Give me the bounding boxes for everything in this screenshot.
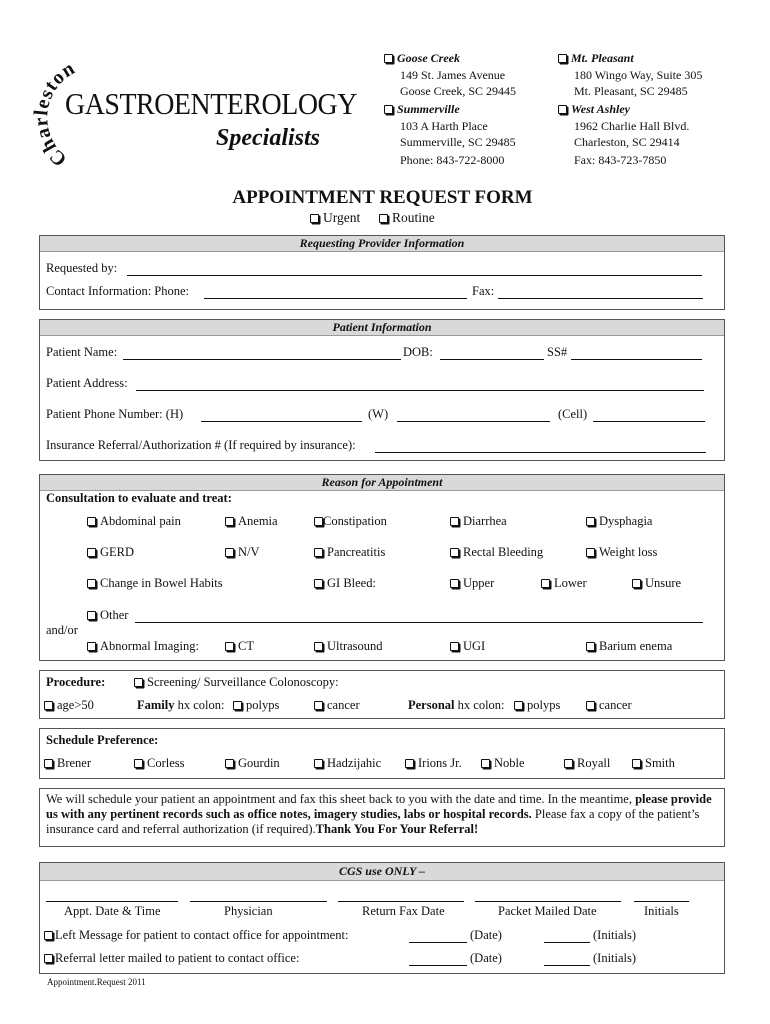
location-west-ashley: West Ashley 1962 Charlie Hall Blvd. Charleston, SC 29414 bbox=[558, 100, 738, 150]
routine-checkbox[interactable] bbox=[379, 214, 388, 223]
patient-name-field[interactable] bbox=[123, 359, 401, 360]
ugi-option[interactable]: UGI bbox=[450, 639, 485, 654]
royall-checkbox[interactable] bbox=[564, 759, 573, 768]
return-fax-field[interactable] bbox=[338, 901, 464, 902]
pancreatitis-checkbox[interactable] bbox=[314, 548, 323, 557]
reason-section bbox=[39, 474, 725, 661]
mt-pleasant-checkbox[interactable] bbox=[558, 54, 567, 63]
phone-cell-label: (Cell) bbox=[558, 407, 588, 421]
doctor-smith-option[interactable]: Smith bbox=[632, 756, 675, 771]
left-message-date-field[interactable] bbox=[409, 942, 467, 943]
dysphagia-option[interactable]: Dysphagia bbox=[586, 514, 652, 529]
barium-enema-option[interactable]: Barium enema bbox=[586, 639, 672, 654]
logo-specialists: Specialists bbox=[216, 125, 321, 151]
bowel-habits-option[interactable]: Change in Bowel Habits bbox=[87, 576, 223, 591]
other-field[interactable] bbox=[135, 622, 703, 623]
physician-field[interactable] bbox=[190, 901, 327, 902]
logo-name: GASTROENTEROLOGY bbox=[65, 86, 357, 121]
address-label: Patient Address: bbox=[46, 376, 128, 390]
contact-fax: Fax: 843-723-7850 bbox=[574, 153, 667, 167]
referral-date-field[interactable] bbox=[409, 965, 467, 966]
patient-header: Patient Information bbox=[40, 320, 724, 336]
notice-thanks: Thank You For Your Referral! bbox=[315, 822, 479, 836]
abnormal-imaging-option[interactable]: Abnormal Imaging: bbox=[87, 639, 199, 654]
schedule-label: Schedule Preference: bbox=[46, 733, 159, 747]
abnormal-imaging-checkbox[interactable] bbox=[87, 642, 96, 651]
gourdin-checkbox[interactable] bbox=[225, 759, 234, 768]
personal-polyps-option[interactable]: polyps bbox=[514, 698, 560, 713]
referral-initials-field[interactable] bbox=[544, 965, 590, 966]
nv-checkbox[interactable] bbox=[225, 548, 234, 557]
abdominal-pain-checkbox[interactable] bbox=[87, 517, 96, 526]
appt-date-label: Appt. Date & Time bbox=[64, 904, 161, 918]
personal-cancer-checkbox[interactable] bbox=[586, 701, 595, 710]
nv-option[interactable]: N/V bbox=[225, 545, 260, 560]
requested-by-field[interactable] bbox=[127, 275, 702, 276]
doctor-royall-option[interactable]: Royall bbox=[564, 756, 610, 771]
requested-by-label: Requested by: bbox=[46, 261, 118, 275]
initials-label: Initials bbox=[644, 904, 679, 918]
cgs-section bbox=[39, 862, 725, 974]
provider-fax-field[interactable] bbox=[498, 298, 703, 299]
ultrasound-option[interactable]: Ultrasound bbox=[314, 639, 383, 654]
lower-option[interactable]: Lower bbox=[541, 576, 587, 591]
noble-checkbox[interactable] bbox=[481, 759, 490, 768]
contact-phone-label: Contact Information: Phone: bbox=[46, 284, 190, 298]
phone-home-field[interactable] bbox=[201, 421, 362, 422]
doctor-brener-option[interactable]: Brener bbox=[44, 756, 91, 771]
return-fax-label: Return Fax Date bbox=[362, 904, 445, 918]
appt-date-field[interactable] bbox=[46, 901, 178, 902]
upper-checkbox[interactable] bbox=[450, 579, 459, 588]
procedure-section bbox=[39, 670, 725, 719]
packet-mailed-field[interactable] bbox=[475, 901, 621, 902]
phone-home-label: Patient Phone Number: (H) bbox=[46, 407, 184, 421]
pancreatitis-option[interactable]: Pancreatitis bbox=[314, 545, 385, 560]
gi-bleed-option[interactable]: GI Bleed: bbox=[314, 576, 376, 591]
logo-arc-text: Charleston bbox=[30, 56, 80, 170]
diarrhea-checkbox[interactable] bbox=[450, 517, 459, 526]
upper-option[interactable]: Upper bbox=[450, 576, 494, 591]
barium-enema-checkbox[interactable] bbox=[586, 642, 595, 651]
urgent-checkbox[interactable] bbox=[310, 214, 319, 223]
notice-section bbox=[39, 788, 725, 847]
initials-field[interactable] bbox=[634, 901, 689, 902]
personal-hx-label: Personal hx colon: bbox=[408, 698, 505, 712]
location-goose-creek: Goose Creek 149 St. James Avenue Goose Creek, SC 29445 bbox=[384, 49, 554, 99]
schedule-section bbox=[39, 728, 725, 779]
left-message-checkbox[interactable] bbox=[44, 931, 53, 940]
phone-work-label: (W) bbox=[368, 407, 389, 421]
rectal-bleeding-option[interactable]: Rectal Bleeding bbox=[450, 545, 543, 560]
abdominal-pain-option[interactable]: Abdominal pain bbox=[87, 514, 181, 529]
left-message-option[interactable]: Left Message for patient to contact office for appointment: bbox=[44, 928, 348, 943]
procedure-label: Procedure: bbox=[46, 675, 106, 689]
family-hx-label: Family hx colon: bbox=[137, 698, 225, 712]
weight-loss-option[interactable]: Weight loss bbox=[586, 545, 657, 560]
constipation-option[interactable]: Constipation bbox=[314, 514, 387, 529]
location-summerville: Summerville 103 A Harth Place Summerville, SC 29485 bbox=[384, 100, 554, 150]
age-checkbox[interactable] bbox=[44, 701, 53, 710]
ct-checkbox[interactable] bbox=[225, 642, 234, 651]
irions-checkbox[interactable] bbox=[405, 759, 414, 768]
doctor-gourdin-option[interactable]: Gourdin bbox=[225, 756, 280, 771]
anemia-checkbox[interactable] bbox=[225, 517, 234, 526]
form-title: APPOINTMENT REQUEST FORM bbox=[232, 187, 533, 208]
smith-checkbox[interactable] bbox=[632, 759, 641, 768]
referral-initials-label: (Initials) bbox=[593, 951, 637, 965]
physician-label: Physician bbox=[224, 904, 273, 918]
referral-date-label: (Date) bbox=[470, 951, 502, 965]
screening-option[interactable]: Screening/ Surveillance Colonoscopy: bbox=[134, 675, 339, 690]
location-mt-pleasant: Mt. Pleasant 180 Wingo Way, Suite 305 Mt. Pleasant, SC 29485 bbox=[558, 49, 738, 99]
screening-checkbox[interactable] bbox=[134, 678, 143, 687]
ugi-checkbox[interactable] bbox=[450, 642, 459, 651]
dob-field[interactable] bbox=[440, 359, 544, 360]
personal-polyps-checkbox[interactable] bbox=[514, 701, 523, 710]
doctor-corless-option[interactable]: Corless bbox=[134, 756, 185, 771]
doctor-noble-option[interactable]: Noble bbox=[481, 756, 525, 771]
other-option[interactable]: Other bbox=[87, 608, 128, 623]
dysphagia-checkbox[interactable] bbox=[586, 517, 595, 526]
unsure-checkbox[interactable] bbox=[632, 579, 641, 588]
weight-loss-checkbox[interactable] bbox=[586, 548, 595, 557]
gerd-checkbox[interactable] bbox=[87, 548, 96, 557]
family-cancer-option[interactable]: cancer bbox=[314, 698, 360, 713]
patient-name-label: Patient Name: bbox=[46, 345, 118, 359]
family-polyps-checkbox[interactable] bbox=[233, 701, 242, 710]
insurance-label: Insurance Referral/Authorization # (If required by insurance): bbox=[46, 438, 356, 452]
doctor-hadzijahic-option[interactable]: Hadzijahic bbox=[314, 756, 381, 771]
reason-header: Reason for Appointment bbox=[40, 475, 724, 491]
constipation-checkbox[interactable] bbox=[314, 517, 323, 526]
ss-label: SS# bbox=[547, 345, 568, 359]
family-polyps-option[interactable]: polyps bbox=[233, 698, 279, 713]
rectal-bleeding-checkbox[interactable] bbox=[450, 548, 459, 557]
ct-option[interactable]: CT bbox=[225, 639, 254, 654]
west-ashley-checkbox[interactable] bbox=[558, 105, 567, 114]
age-option[interactable]: age>50 bbox=[44, 698, 94, 713]
left-message-date-label: (Date) bbox=[470, 928, 502, 942]
insurance-field[interactable] bbox=[375, 452, 706, 453]
ss-field[interactable] bbox=[571, 359, 702, 360]
patient-section bbox=[39, 319, 725, 461]
other-checkbox[interactable] bbox=[87, 611, 96, 620]
doctor-irions-option[interactable]: Irions Jr. bbox=[405, 756, 462, 771]
provider-header: Requesting Provider Information bbox=[40, 236, 724, 252]
diarrhea-option[interactable]: Diarrhea bbox=[450, 514, 507, 529]
phone-work-field[interactable] bbox=[397, 421, 550, 422]
hadzijahic-checkbox[interactable] bbox=[314, 759, 323, 768]
address-field[interactable] bbox=[136, 390, 704, 391]
goose-creek-checkbox[interactable] bbox=[384, 54, 393, 63]
contact-phone-field[interactable] bbox=[204, 298, 467, 299]
and-or-label: and/or bbox=[46, 623, 78, 637]
referral-letter-checkbox[interactable] bbox=[44, 954, 53, 963]
notice-insurance: Please fax a copy of the patient’s insurance card and referral authorization (if required). bbox=[46, 807, 700, 836]
phone-cell-field[interactable] bbox=[593, 421, 705, 422]
corless-checkbox[interactable] bbox=[134, 759, 143, 768]
bowel-habits-checkbox[interactable] bbox=[87, 579, 96, 588]
dob-label: DOB: bbox=[403, 345, 433, 359]
gi-bleed-checkbox[interactable] bbox=[314, 579, 323, 588]
lower-checkbox[interactable] bbox=[541, 579, 550, 588]
provider-section bbox=[39, 235, 725, 310]
packet-mailed-label: Packet Mailed Date bbox=[498, 904, 597, 918]
anemia-option[interactable]: Anemia bbox=[225, 514, 278, 529]
brener-checkbox[interactable] bbox=[44, 759, 53, 768]
gerd-option[interactable]: GERD bbox=[87, 545, 134, 560]
referral-letter-option[interactable]: Referral letter mailed to patient to contact office: bbox=[44, 951, 299, 966]
consult-label: Consultation to evaluate and treat: bbox=[46, 491, 232, 505]
family-cancer-checkbox[interactable] bbox=[314, 701, 323, 710]
priority-row: Urgent Routine bbox=[310, 210, 435, 226]
personal-cancer-option[interactable]: cancer bbox=[586, 698, 632, 713]
left-message-initials-field[interactable] bbox=[544, 942, 590, 943]
footer: Appointment.Request 2011 bbox=[47, 977, 146, 987]
notice-text: We will schedule your patient an appointment and fax this sheet back to you with the date and time. In the meantime, bbox=[46, 792, 636, 806]
cgs-header: CGS use ONLY – bbox=[40, 863, 724, 881]
logo bbox=[28, 40, 368, 170]
left-message-initials-label: (Initials) bbox=[593, 928, 637, 942]
contact-phone: Phone: 843-722-8000 bbox=[400, 153, 505, 167]
summerville-checkbox[interactable] bbox=[384, 105, 393, 114]
provider-fax-label: Fax: bbox=[472, 284, 495, 298]
unsure-option[interactable]: Unsure bbox=[632, 576, 681, 591]
ultrasound-checkbox[interactable] bbox=[314, 642, 323, 651]
notice-records: please provide us with any pertinent records such as office notes, imagery studies, labs or hospital records. bbox=[46, 792, 712, 821]
